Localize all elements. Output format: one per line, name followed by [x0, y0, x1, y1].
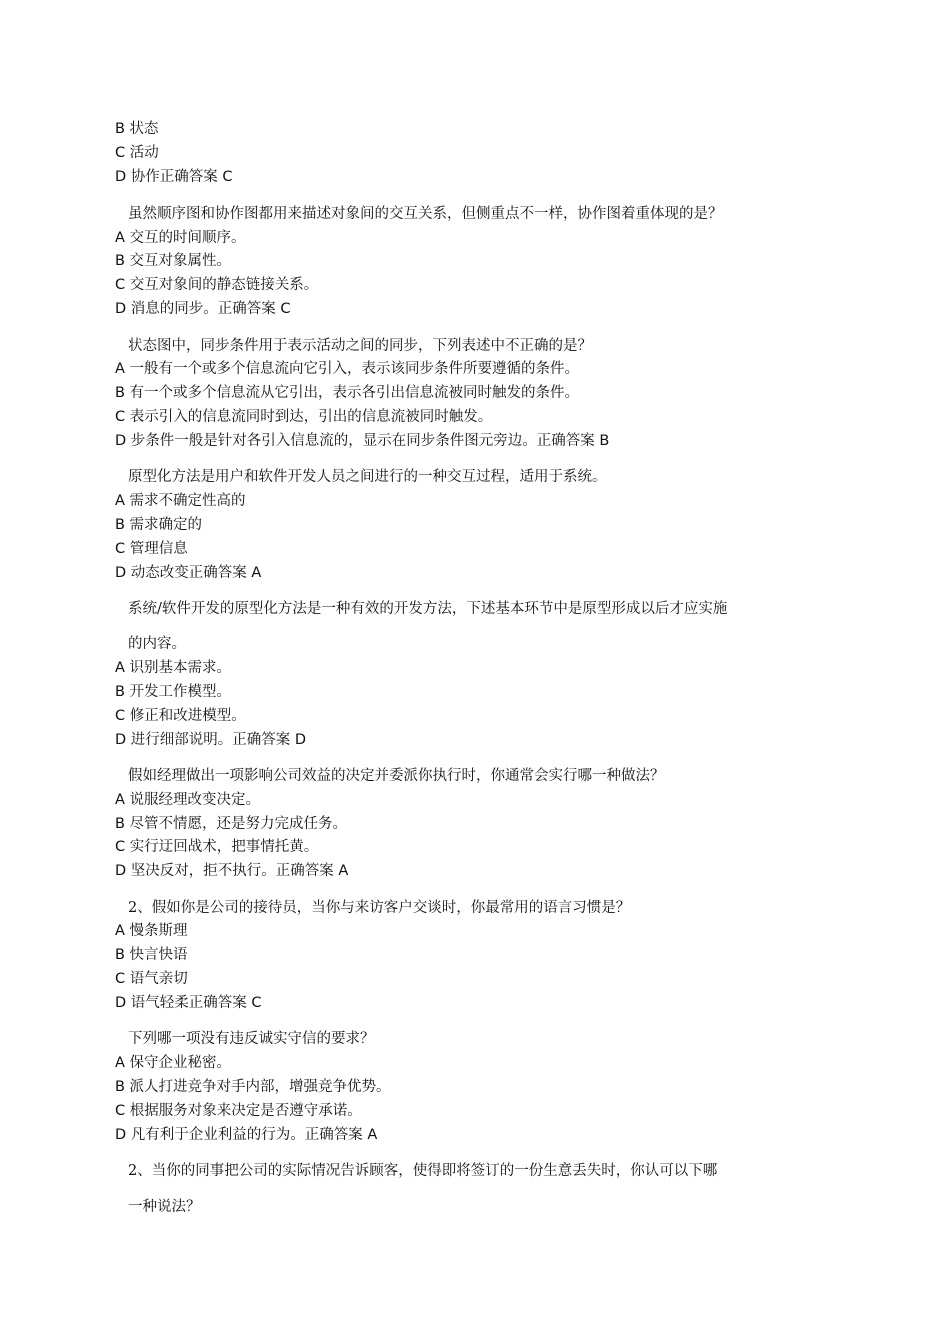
option-line: C 活动 — [115, 145, 159, 161]
question-line: 的内容。 — [128, 636, 186, 652]
question-line: 假如经理做出一项影响公司效益的决定并委派你执行时，你通常会实行哪一种做法？ — [128, 768, 665, 784]
option-line: C 根据服务对象来决定是否遵守承诺。 — [115, 1103, 362, 1119]
question-line: 一种说法？ — [128, 1199, 201, 1215]
answer-line: D 语气轻柔正确答案 C — [115, 995, 262, 1011]
option-line: B 交互对象属性。 — [115, 253, 232, 269]
option-line: A 交互的时间顺序。 — [115, 230, 246, 246]
option-line: A 说服经理改变决定。 — [115, 792, 261, 808]
option-line: C 交互对象间的静态链接关系。 — [115, 277, 319, 293]
option-line: A 需求不确定性高的 — [115, 493, 246, 509]
question-line: 系统/软件开发的原型化方法是一种有效的开发方法，下述基本环节中是原型形成以后才应实施 — [128, 601, 728, 617]
answer-line: D 进行细部说明。正确答案 D — [115, 732, 307, 748]
option-line: C 表示引入的信息流同时到达，引出的信息流被同时触发。 — [115, 409, 493, 425]
answer-line: D 坚决反对，拒不执行。正确答案 A — [115, 863, 349, 879]
answer-line: D 动态改变正确答案 A — [115, 565, 262, 581]
option-line: A 慢条斯理 — [115, 923, 188, 939]
question-line: 原型化方法是用户和软件开发人员之间进行的一种交互过程，适用于系统。 — [128, 469, 607, 485]
option-line: A 保守企业秘密。 — [115, 1055, 232, 1071]
option-line: C 修正和改进模型。 — [115, 708, 246, 724]
option-line: C 管理信息 — [115, 541, 188, 557]
question-line: 虽然顺序图和协作图都用来描述对象间的交互关系，但侧重点不一样，协作图着重体现的是？ — [128, 206, 723, 222]
option-line: B 派人打进竞争对手内部，增强竞争优势。 — [115, 1079, 391, 1095]
question-line: 2、当你的同事把公司的实际情况告诉顾客，使得即将签订的一份生意丢失时，你认可以下哪 — [128, 1163, 718, 1179]
option-line: B 尽管不情愿，还是努力完成任务。 — [115, 816, 348, 832]
answer-line: D 协作正确答案 C — [115, 169, 233, 185]
option-line: A 一般有一个或多个信息流向它引入，表示该同步条件所要遵循的条件。 — [115, 361, 580, 377]
option-line: C 语气亲切 — [115, 971, 188, 987]
answer-line: D 步条件一般是针对各引入信息流的，显示在同步条件图元旁边。正确答案 B — [115, 433, 610, 449]
answer-line: D 凡有利于企业利益的行为。正确答案 A — [115, 1127, 378, 1143]
option-line: B 快言快语 — [115, 947, 188, 963]
answer-line: D 消息的同步。正确答案 C — [115, 301, 291, 317]
option-line: B 有一个或多个信息流从它引出，表示各引出信息流被同时触发的条件。 — [115, 385, 580, 401]
question-line: 2、假如你是公司的接待员，当你与来访客户交谈时，你最常用的语言习惯是？ — [128, 900, 631, 916]
question-line: 状态图中，同步条件用于表示活动之间的同步，下列表述中不正确的是？ — [128, 338, 592, 354]
question-line: 下列哪一项没有违反诚实守信的要求？ — [128, 1031, 375, 1047]
option-line: A 识别基本需求。 — [115, 660, 232, 676]
option-line: B 开发工作模型。 — [115, 684, 232, 700]
option-line: C 实行迂回战术，把事情托黄。 — [115, 839, 319, 855]
option-line: B 需求确定的 — [115, 517, 203, 533]
option-line: B 状态 — [115, 121, 159, 137]
